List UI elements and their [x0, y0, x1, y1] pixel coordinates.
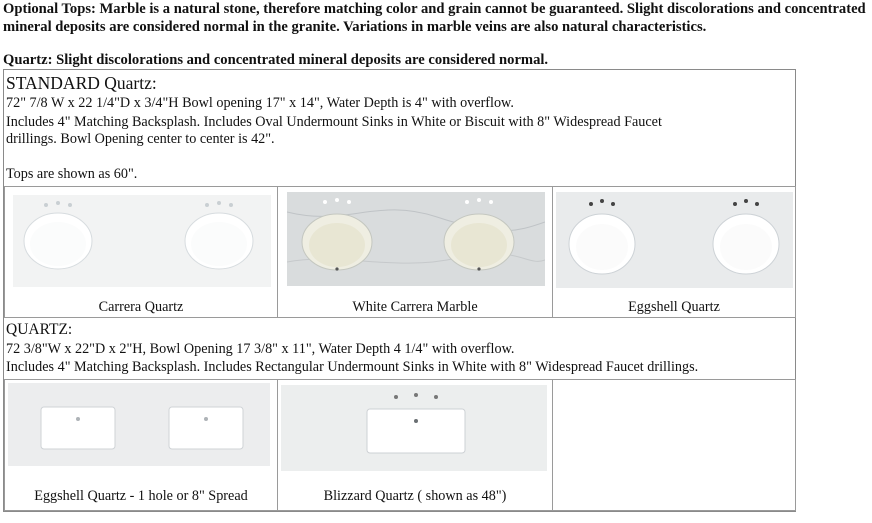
intro-text [3, 0, 869, 36]
product-cell-white-carrera-marble [277, 186, 553, 318]
quartz-includes: Includes 4" Matching Backsplash. Includes Rectangular Undermount Sinks in White with 8" Widespread Faucet drillings. [6, 359, 699, 375]
product-caption: Carrera Quartz [98, 299, 184, 315]
eggshell-quartz-rect-image [8, 383, 270, 466]
standard-note: Tops are shown as 60". [6, 166, 138, 182]
product-cell-eggshell-quartz [552, 186, 796, 318]
product-caption: Blizzard Quartz ( shown as 48") [323, 488, 507, 504]
carrera-quartz-image [13, 195, 271, 287]
product-cell-empty [552, 379, 796, 511]
standard-dims: 72" 7/8 W x 22 1/4"D x 3/4"H Bowl opening 17" x 14", Water Depth is 4" with overflow. [6, 95, 514, 111]
standard-heading: STANDARD Quartz: [6, 73, 157, 93]
product-cell-carrera-quartz [4, 186, 278, 318]
product-caption: Eggshell Quartz - 1 hole or 8" Spread [34, 488, 248, 504]
quartz-dims: 72 3/8"W x 22"D x 2"H, Bowl Opening 17 3/8" x 11", Water Depth 4 1/4" with overflow. [6, 341, 515, 357]
quartz-note: Quartz: Slight discolorations and concentrated mineral deposits are considered normal. [3, 52, 549, 68]
eggshell-quartz-image [556, 192, 793, 288]
optional-tops-paragraph: Optional Tops: Marble is a natural stone, therefore matching color and grain cannot be guaranteed. Slight discolorations and concentrated mineral deposits are considered normal in the granite. Variations in marble veins are also natural characteristics. [3, 1, 866, 35]
standard-includes-2: drillings. Bowl Opening center to center is 42". [6, 131, 275, 147]
standard-includes-1: Includes 4" Matching Backsplash. Includes Oval Undermount Sinks in White or Biscuit with 8" Widespread Faucet [6, 114, 662, 130]
blizzard-quartz-image [281, 385, 547, 471]
product-cell-blizzard-quartz [277, 379, 553, 511]
product-caption: Eggshell Quartz [628, 299, 720, 315]
quartz-heading: QUARTZ: [6, 321, 73, 338]
white-carrera-marble-image [287, 192, 545, 286]
product-cell-eggshell-quartz-rect [4, 379, 278, 511]
product-caption: White Carrera Marble [352, 299, 478, 315]
